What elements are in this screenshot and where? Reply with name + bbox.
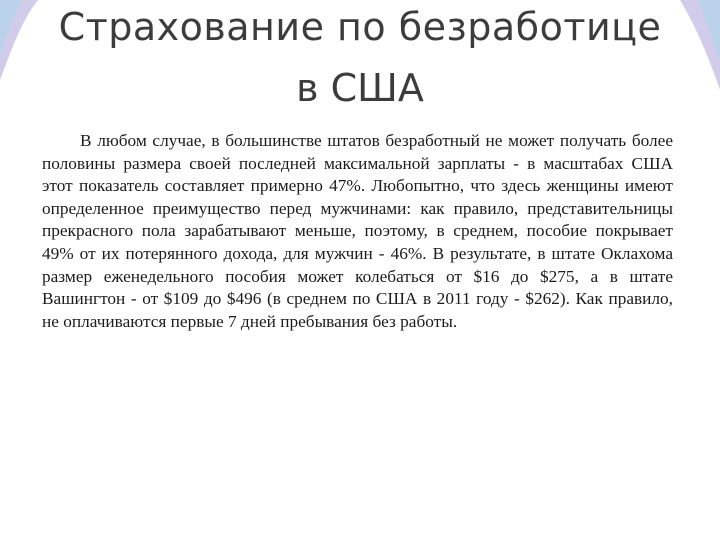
body-paragraph: В любом случае, в большинстве штатов безработный не может получать более половины размера своей последней максимальной зарплаты - в масштабах США этот показатель составляет примерно 47%. Любопытно, что здесь женщины имеют определенное преимущество перед мужчинами: как правило, представительницы прекрасного пола зарабатывают меньше, поэтому, в среднем, пособие покрывает 49% от их потерянного дохода, для мужчин - 46%. В результате, в штате Оклахома размер еженедельного пособия может колебаться от $16 до $275, а в штате Вашингтон - от $109 до $496 (в среднем по США в 2011 году - $262). Как правило, не оплачиваются первые 7 дней пребывания без работы. [42, 131, 673, 331]
slide-title-line-1: Страхование по безработице [58, 5, 662, 49]
slide-title [20, 2, 700, 113]
slide-title-line-2: в США [296, 66, 424, 110]
